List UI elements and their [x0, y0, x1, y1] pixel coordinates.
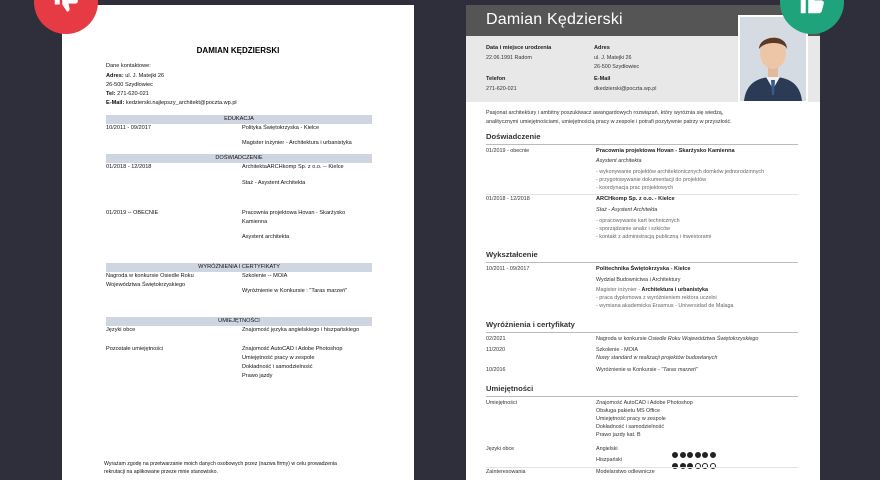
- left-exp2-role: Asystent architekta: [242, 234, 290, 240]
- right-exp2-task: - kontakt z administracją publiczną i inwestorami: [596, 234, 712, 240]
- right-edu-degree-prefix: Magister inżynier: [596, 287, 637, 293]
- right-award-italic: Nowy standard w realizacji projektów budowlanych: [596, 355, 718, 361]
- right-exp2-company: ARCHkomp Sp. z o.o. - Kielce: [596, 196, 675, 202]
- right-skill: Znajomość AutoCAD i Adobe Photoshop: [596, 400, 693, 406]
- left-address-label: Adres:: [106, 73, 124, 79]
- divider: [486, 194, 798, 195]
- right-sec-skills: Umiejętności: [486, 384, 534, 393]
- left-award-l2: Województwa Świętokrzyskiego: [106, 282, 186, 288]
- right-interests-label: Zainteresowania: [486, 469, 526, 475]
- divider: [486, 262, 798, 263]
- right-dob-label: Data i miejsce urodzenia: [486, 45, 552, 51]
- thumbs-up-icon: [797, 0, 827, 17]
- left-edu-degree: Magister inżynier - Architektura i urbanistyka: [242, 140, 352, 146]
- level-dot-filled: [687, 463, 693, 469]
- thumbs-down-icon: [51, 0, 81, 17]
- left-address-line1: ul. J. Matejki 26: [125, 73, 165, 79]
- right-sec-education: Wykształcenie: [486, 250, 538, 259]
- level-dot-empty: [702, 463, 708, 469]
- left-address-line2: 26-500 Szydłowiec: [106, 82, 153, 88]
- good-cv-document: Damian Kędzierski Data i miejsce urodzenia 22.06.1991 Radom Adres ul. J. Matejki 26 26-500 Szydłowiec Telefon 271-620-021 E-Mail dkedzierski@poczta.wp.pl Pasjonat architektury i ambitny poszukiwacz awangardowych rozwiązań, który wyróżnia się wiedzą, analitycznymi umiejętnościami, umiejętnością pracy w zespole i potrafi pozytywnie patrzy w przyszłość. Doświadczenie 01/2019 - obecnie Pracownia projektowa Hovan - Skarżysko Kamienna Asystent architekta - wykonywanie projektów architektonicznych domków jednorodzinnych - przygotowywanie dokumentacji do projektów - koordynacja prac projektowych 01/2018 - 12/2018 ARCHkomp Sp. z o.o. - Kielce Staż - Asystent Architekta - opracowywanie kart technicznych - sporządzanie analiz i szkiców - kontakt z administracją publiczną i inwestorami Wykształcenie 10/2011 - 09/2017 Politechnika Świętokrzyska - Kielce Wydział Budownictwa i Architektury Magister inżynier - Architektura i urbanistyka - praca dyplomowa z wyróżnieniem rektora uczelni - wymiana akademicka Erasmus - Universidad de Malaga Wyróżnienia i certyfikaty 02/2021 Nagroda w konkursie Osiedle Roku Województwa Świętokrzyskiego 11/2020 Szkolenie - MOIA Nowy standard w realizacji projektów budowlanych 10/2016 Wyróżnienie w Konkursie - "Taras marzeń" Umiejętności Umiejętności Znajomość AutoCAD i Adobe Photoshop Obsługa pakietu MS Office Umiejętność pracy w zespole Dokładność i samodzielność Prawo jazdy kat. B Języki obce Angielski Hiszpański Zainteresowania Modelarstwo odlewnicze: [466, 5, 820, 480]
- right-sec-experience: Doświadczenie: [486, 132, 541, 141]
- level-dot-filled: [680, 463, 686, 469]
- left-other-skill: Umiejętność pracy w zespole: [242, 355, 315, 361]
- left-tel: 271-620-021: [117, 91, 149, 97]
- left-lang-label: Języki obce: [106, 327, 136, 333]
- left-exp1-company: ArchitektaARCHkomp Sp. z o.o. -- Kielce: [242, 164, 344, 170]
- left-edu-date: 10/2011 - 09/2017: [106, 125, 151, 131]
- left-email-label: E-Mail:: [106, 100, 125, 106]
- right-exp1-date: 01/2019 - obecnie: [486, 148, 530, 154]
- left-exp1-role: Staż - Asystent Architekta: [242, 180, 306, 186]
- right-lang-name: Hiszpański: [596, 457, 623, 463]
- right-edu-date: 10/2011 - 09/2017: [486, 266, 530, 272]
- right-tel-label: Telefon: [486, 76, 506, 82]
- right-edu-degree-field: Architektura i urbanistyka: [641, 287, 709, 293]
- left-contact-heading: Dane kontaktowe:: [106, 63, 151, 69]
- right-addr-l2: 26-500 Szydłowiec: [594, 64, 640, 70]
- level-dot-filled: [672, 463, 678, 469]
- left-award-comp: Wyróżnienie w Konkursie : "Taras marzeń": [242, 288, 348, 294]
- right-award-text: Wyróżnienie w Konkursie -: [596, 367, 662, 373]
- right-award-text: Nagroda w konkursie: [596, 336, 649, 342]
- right-award-date: 02/2021: [486, 336, 506, 342]
- right-exp2-task: - opracowywanie kart technicznych: [596, 218, 680, 224]
- right-award-italic: "Taras marzeń": [661, 367, 698, 373]
- divider: [486, 396, 798, 397]
- right-award-date: 11/2020: [486, 347, 506, 353]
- left-other-skill: Znajomość AutoCAD i Adobe Photoshop: [242, 346, 343, 352]
- right-dob-value: 22.06.1991 Radom: [486, 55, 532, 61]
- left-sec-experience: DOŚWIADCZENIE: [106, 154, 372, 163]
- right-edu-school: Politechnika Świętokrzyska - Kielce: [596, 266, 691, 272]
- left-award-org: Szkolenie -- MOIA: [242, 273, 288, 279]
- left-exp2-company: Pracownia projektowa Hovan - Skarżysko: [242, 210, 346, 216]
- right-exp2-task: - sporządzanie analiz i szkiców: [596, 226, 671, 232]
- left-sec-awards: WYRÓŻNIENIA I CERTYFIKATY: [106, 263, 372, 272]
- right-exp1-task: - koordynacja prac projektowych: [596, 185, 674, 191]
- right-skill: Prawo jazdy kat. B: [596, 432, 641, 438]
- right-exp1-company: Pracownia projektowa Hovan - Skarżysko Kamienna: [596, 148, 735, 154]
- left-tel-label: Tel:: [106, 91, 116, 97]
- right-exp2-date: 01/2018 - 12/2018: [486, 196, 530, 202]
- divider: [486, 332, 798, 333]
- right-email-label: E-Mail: [594, 76, 611, 82]
- divider: [486, 467, 798, 468]
- left-cv-name: DAMIAN KĘDZIERSKI: [196, 46, 280, 55]
- divider: [486, 144, 798, 145]
- right-lang-label: Języki obce: [486, 446, 515, 452]
- right-addr-l1: ul. J. Matejki 26: [594, 55, 632, 61]
- bad-cv-document: [62, 5, 414, 480]
- right-addr-label: Adres: [594, 45, 610, 51]
- left-sec-skills: UMIEJĘTNOŚCI: [106, 317, 372, 326]
- right-edu-faculty: Wydział Budownictwa i Architektury: [596, 277, 681, 283]
- right-skill: Obsługa pakietu MS Office: [596, 408, 661, 414]
- right-interests-value: Modelarstwo odlewnicze: [596, 469, 655, 475]
- left-exp2-company-cont: Kamienna: [242, 219, 268, 225]
- right-tel-value: 271-620-021: [486, 86, 517, 92]
- left-edu-school: Politykа Świętokrzyska - Kielce: [242, 125, 320, 131]
- left-other-skill: Dokładność i samodzielność: [242, 364, 313, 370]
- right-exp1-task: - wykonywanie projektów architektonicznych domków jednorodzinnych: [596, 169, 765, 175]
- right-cv-name: Damian Kędzierski: [486, 11, 623, 28]
- left-award-l1: Nagroda w konkursie Osiedle Roku: [106, 273, 194, 279]
- right-lang-name: Angielski: [596, 446, 618, 452]
- left-other-skill: Prawo jazdy: [242, 373, 273, 379]
- left-consent-l2: rekrutacji na aplikowane przeze mnie stanowisko.: [104, 469, 218, 475]
- right-skill: Umiejętność pracy w zespole: [596, 416, 666, 422]
- right-sec-awards: Wyróżnienia i certyfikaty: [486, 320, 575, 329]
- right-exp1-task: - przygotowywanie dokumentacji do projektów: [596, 177, 706, 183]
- right-edu-note: - praca dyplomowa z wyróżnieniem rektora uczelni: [596, 295, 717, 301]
- right-award-text: Szkolenie - MOIA: [596, 347, 638, 353]
- right-exp2-role: Staż - Asystent Architekta: [596, 207, 658, 213]
- left-lang-value: Znajomość języka angielskiego i hiszpańskiego: [242, 327, 360, 333]
- right-award-date: 10/2016: [486, 367, 506, 373]
- level-dot-empty: [710, 463, 716, 469]
- right-email-value: dkedzierski@poczta.wp.pl: [594, 86, 657, 92]
- right-exp1-role: Asystent architekta: [596, 158, 642, 164]
- right-skills-label: Umiejętności: [486, 400, 517, 406]
- left-other-label: Pozostałe umiejętności: [106, 346, 164, 352]
- right-edu-note: - wymiana akademicka Erasmus - Universidad de Malaga: [596, 303, 734, 309]
- right-summary-l1: Pasjonat architektury i ambitny poszukiwacz awangardowych rozwiązań, który wyróżnia się wiedzą,: [486, 110, 724, 116]
- left-email: kedzierski.najlepszy_architekt@poczta.wp.pl: [125, 100, 237, 106]
- left-sec-education: EDUKACJA: [106, 115, 372, 124]
- right-skill: Dokładność i samodzielność: [596, 424, 665, 430]
- right-summary-l2: analitycznymi umiejętnościami, umiejętnością pracy w zespole i potrafi pozytywnie patrzy w przyszłość.: [486, 119, 732, 125]
- left-consent-l1: Wyrażam zgodę na przetwarzanie moich danych osobowych przez (nazwa firmy) w celu prowadzenia: [104, 461, 337, 467]
- level-dot-empty: [695, 463, 701, 469]
- left-exp2-date: 01/2019 -- OBECNIE: [106, 210, 159, 216]
- left-exp1-date: 01/2018 - 12/2018: [106, 164, 152, 170]
- right-lang-level-dots: [672, 456, 718, 474]
- right-award-italic: Osiedle Roku Województwa Świętokrzyskiego: [648, 336, 759, 342]
